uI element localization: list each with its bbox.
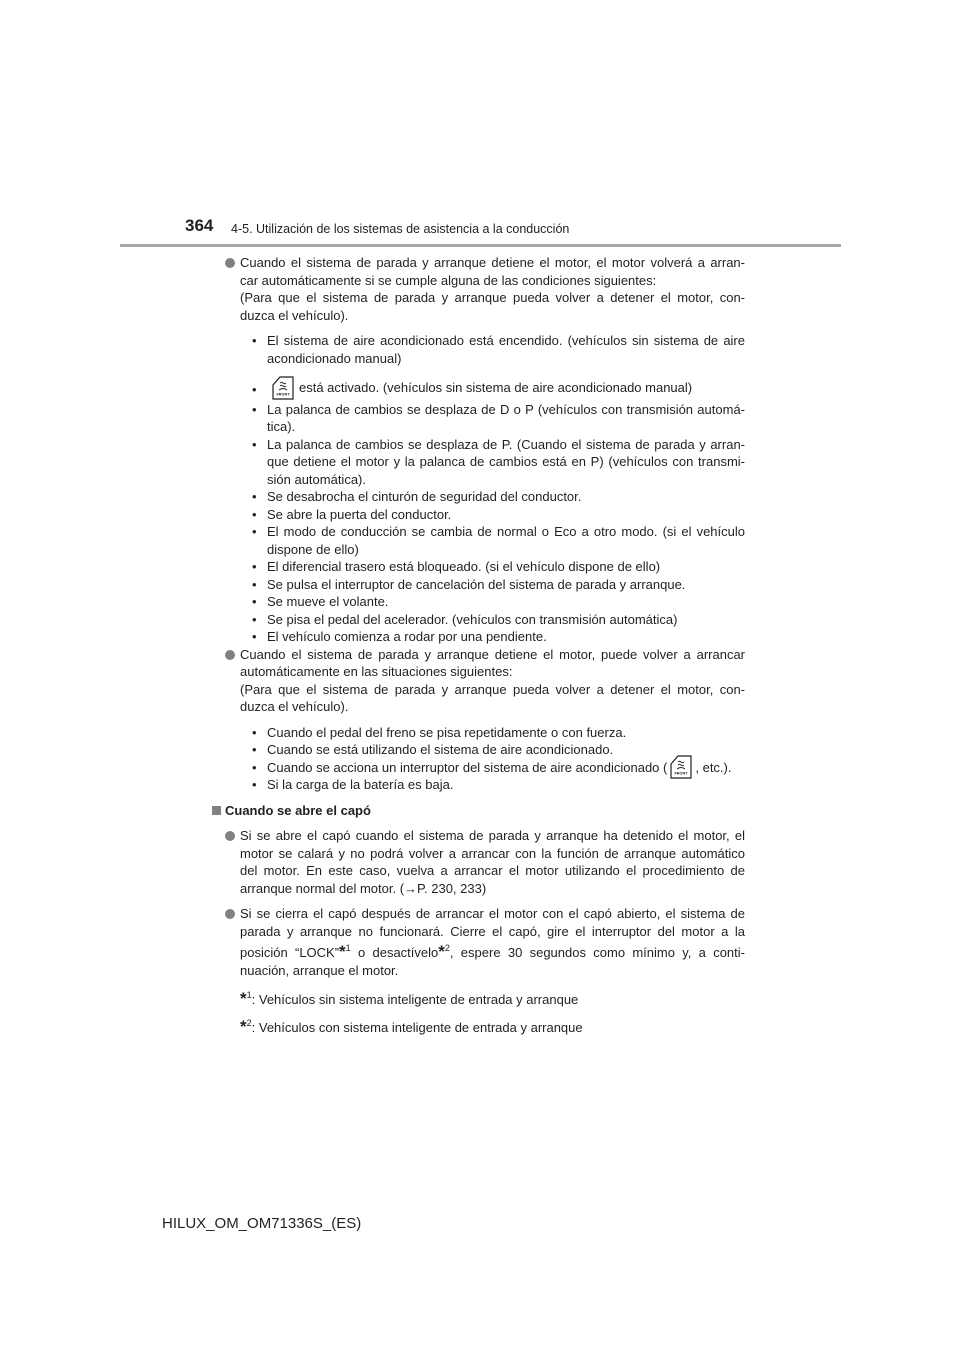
list-item: • Se desabrocha el cinturón de seguridad del conductor. <box>240 488 745 506</box>
text-line: (Para que el sistema de parada y arranque pueda volver a detener el motor, con- <box>240 290 745 305</box>
paragraph-restart-conditions <box>225 254 745 646</box>
list-item: • Se pisa el pedal del acelerador. (vehículos con transmisión automática) <box>240 611 745 629</box>
heading-text: Cuando se abre el capó <box>225 802 371 818</box>
text-line: del motor. En este caso, vuelva a arrancar el motor utilizando el procedimiento de <box>240 863 745 878</box>
list-item: • Cuando se está utilizando el sistema de aire acondicionado. <box>240 741 745 759</box>
text-line: (Para que el sistema de parada y arranque pueda volver a detener el motor, con- <box>240 681 745 697</box>
list-item: • Se mueve el volante. <box>240 593 745 611</box>
text-line: motor se calará y no podrá volver a arrancar con la función de arranque automático <box>240 845 745 861</box>
list-item: • FRONT está activado. (vehículos sin sistema de aire acondicionado manual) <box>240 375 745 401</box>
list-item: • Cuando se acciona un interruptor del sistema de aire acondicionado ( FRONT , etc.). <box>240 759 745 777</box>
text-line: sión automática). <box>267 471 366 487</box>
list-item: • El modo de conducción se cambia de normal o Eco a otro modo. (si el vehículo dispone de ello) <box>252 524 745 557</box>
text-line: El sistema de aire acondicionado está encendido. (vehículos sin sistema de aire <box>267 333 745 348</box>
list-item: • Se pulsa el interruptor de cancelación del sistema de parada y arranque. <box>240 576 745 594</box>
list-item: • La palanca de cambios se desplaza de D o P (vehículos con transmisión automá- tica). <box>252 401 745 434</box>
footnote-2: *$^2$: Vehículos con sistema inteligente de entrada y arranque <box>240 1016 583 1036</box>
page-number: 364 <box>185 216 214 235</box>
svg-text:FRONT: FRONT <box>276 392 290 397</box>
text-line: Si se cierra el capó después de arrancar el motor con el capó abierto, el sistema de <box>240 906 745 921</box>
situations-list <box>240 724 745 794</box>
text-line: Se pulsa el interruptor de cancelación del sistema de parada y arranque. <box>267 576 686 592</box>
footnote-1: *$^1$: Vehículos sin sistema inteligente de entrada y arranque <box>240 989 579 1008</box>
text-line: El vehículo comienza a rodar por una pendiente. <box>267 629 547 644</box>
front-defroster-icon <box>271 376 295 400</box>
text-line: dispone de ello) <box>267 541 359 557</box>
list-item: • La palanca de cambios se desplaza de P. (Cuando el sistema de parada y arran- que detiene el motor y la palanca de cambios está en P) (vehículos con transmi- sión automática). <box>252 436 745 487</box>
text-line: La palanca de cambios se desplaza de D o P (vehículos con transmisión automá- <box>267 401 745 417</box>
circle-bullet-icon <box>225 909 235 919</box>
text-line: acondicionado manual) <box>267 350 402 366</box>
text-line: Si se abre el capó cuando el sistema de parada y arranque ha detenido el motor, el <box>240 828 745 843</box>
section-title: 4-5. Utilización de los sistemas de asistencia a la conducción <box>231 222 570 236</box>
text-line: Cuando el pedal del freno se pisa repetidamente o con fuerza. <box>267 724 627 740</box>
text-line: Se mueve el volante. <box>267 594 389 609</box>
text-line: Se abre la puerta del conductor. <box>267 506 452 522</box>
text-line: El modo de conducción se cambia de normal o Eco a otro modo. (si el vehículo <box>267 524 745 539</box>
list-item: • Cuando el pedal del freno se pisa repetidamente o con fuerza. <box>240 724 745 742</box>
text-line: Si la carga de la batería es baja. <box>267 777 454 792</box>
text-line: que detiene el motor y la palanca de cambios está en P) (vehículos con transmi- <box>267 454 745 469</box>
text-line: , etc.). <box>695 759 732 775</box>
paragraph-auto-restart-situations <box>225 646 745 794</box>
header-rule <box>120 244 841 247</box>
circle-bullet-icon <box>225 258 235 268</box>
text-line: Cuando se está utilizando el sistema de aire acondicionado. <box>267 742 614 757</box>
paragraph-hood-open <box>225 827 745 897</box>
text-line: Cuando se acciona un interruptor del sistema de aire acondicionado ( <box>267 759 668 775</box>
list-item: • Se abre la puerta del conductor. <box>240 506 745 524</box>
text-line: car automáticamente si se cumple alguna de las condiciones siguientes: <box>240 272 657 288</box>
circle-bullet-icon <box>225 831 235 841</box>
text-line: automáticamente en las situaciones siguientes: <box>240 664 513 679</box>
text-line: Se desabrocha el cinturón de seguridad del conductor. <box>267 489 582 504</box>
text-line: duzca el vehículo). <box>240 307 349 323</box>
text-line: está activado. (vehículos sin sistema de aire acondicionado manual) <box>299 380 693 395</box>
page-content <box>225 254 745 1036</box>
list-item: • El vehículo comienza a rodar por una pendiente. <box>240 628 745 646</box>
text-line: tica). <box>267 419 296 434</box>
text-line: Se pisa el pedal del acelerador. (vehículos con transmisión automática) <box>267 611 678 627</box>
text-line: nuación, arranque el motor. <box>240 962 399 978</box>
list-item: • El diferencial trasero está bloqueado. (si el vehículo dispone de ello) <box>240 558 745 576</box>
square-bullet-icon <box>212 806 221 815</box>
text-line: Cuando el sistema de parada y arranque detiene el motor, puede volver a arrancar <box>240 646 745 662</box>
text-line: posición “LOCK”*$^1$ o desactívelo*$^2$, espere 30 segundos como mínimo y, a conti- <box>240 942 745 961</box>
footer-document-code: HILUX_OM_OM71336S_(ES) <box>162 1215 362 1232</box>
list-item: • Si la carga de la batería es baja. <box>240 776 745 794</box>
text-line: Cuando el sistema de parada y arranque detiene el motor, el motor volverá a arran- <box>240 255 745 270</box>
text-line: duzca el vehículo). <box>240 699 349 714</box>
text-line: parada y arranque no funcionará. Cierre el capó, gire el interruptor del motor a la <box>240 923 745 939</box>
list-item: • El sistema de aire acondicionado está encendido. (vehículos sin sistema de aire acondicionado manual) <box>252 333 745 366</box>
circle-bullet-icon <box>225 650 235 660</box>
text-line: El diferencial trasero está bloqueado. (si el vehículo dispone de ello) <box>267 559 661 574</box>
text-line: arranque normal del motor. (→P. 230, 233) <box>240 880 487 896</box>
paragraph-hood-closed <box>225 905 745 979</box>
text-line: La palanca de cambios se desplaza de P. (Cuando el sistema de parada y arran- <box>267 436 745 452</box>
conditions-list <box>240 332 745 646</box>
section-heading <box>212 802 745 820</box>
svg-text:FRONT: FRONT <box>674 771 688 776</box>
